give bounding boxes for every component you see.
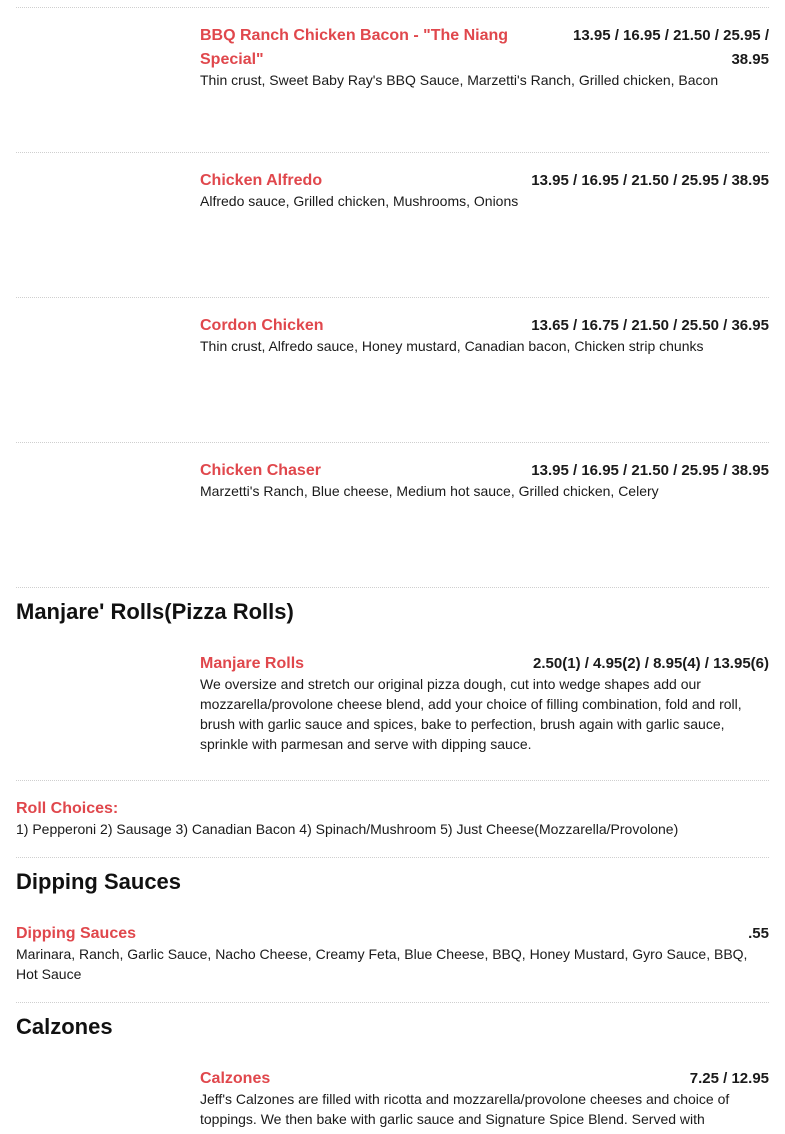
item-name[interactable]: Cordon Chicken: [200, 317, 324, 334]
menu-item-bbq-ranch-chicken-bacon[interactable]: [200, 24, 769, 90]
item-divider: [16, 297, 769, 298]
item-price-line-1: 13.95 / 16.95 / 21.50 / 25.95 /: [573, 27, 769, 44]
item-image-placeholder: [16, 1065, 176, 1134]
item-header: [200, 652, 769, 676]
item-name[interactable]: Roll Choices:: [16, 800, 119, 817]
item-description: Thin crust, Alfredo sauce, Honey mustard, Canadian bacon, Chicken strip chunks: [200, 338, 704, 354]
item-header: [200, 459, 769, 483]
item-price: 13.95 / 16.95 / 21.50 / 25.95 / 38.95: [531, 462, 769, 479]
item-header: [200, 314, 769, 338]
menu-item-dipping-sauces[interactable]: [16, 922, 769, 984]
item-description: Marinara, Ranch, Garlic Sauce, Nacho Cheese, Creamy Feta, Blue Cheese, BBQ, Honey Mustard, Gyro Sauce, BBQ, Hot Sauce: [16, 946, 748, 982]
item-price: 7.25 / 12.95: [689, 1070, 769, 1087]
section-title-dipping-sauces: Dipping Sauces: [16, 869, 182, 894]
item-image-placeholder: [16, 22, 176, 132]
item-divider: [16, 152, 769, 153]
item-name[interactable]: Manjare Rolls: [200, 655, 305, 672]
section-divider: [16, 857, 769, 858]
menu-item-roll-choices[interactable]: [16, 797, 769, 839]
item-name[interactable]: Calzones: [200, 1070, 271, 1087]
item-description: 1) Pepperoni 2) Sausage 3) Canadian Bacon 4) Spinach/Mushroom 5) Just Cheese(Mozzarella/Provolone): [16, 821, 679, 837]
item-description: Thin crust, Sweet Baby Ray's BBQ Sauce, Marzetti's Ranch, Grilled chicken, Bacon: [200, 72, 719, 88]
item-name[interactable]: BBQ Ranch Chicken Bacon - "The Niang Special": [200, 27, 509, 68]
item-header: [16, 797, 769, 821]
item-price: .55: [748, 925, 769, 942]
section-divider: [16, 587, 769, 588]
item-header: [200, 169, 769, 193]
item-description: Marzetti's Ranch, Blue cheese, Medium hot sauce, Grilled chicken, Celery: [200, 483, 659, 499]
item-header: [200, 1067, 769, 1091]
item-price: 13.65 / 16.75 / 21.50 / 25.50 / 36.95: [531, 317, 769, 334]
item-image-placeholder: [16, 312, 176, 422]
item-divider: [16, 780, 769, 781]
menu-item-manjare-rolls[interactable]: [200, 652, 769, 754]
item-header: [16, 922, 769, 946]
item-name[interactable]: Dipping Sauces: [16, 925, 137, 942]
menu-item-chicken-chaser[interactable]: [200, 459, 769, 501]
section-title-rolls: Manjare' Rolls(Pizza Rolls): [16, 599, 294, 624]
section-title-calzones: Calzones: [16, 1014, 113, 1039]
menu-item-chicken-alfredo[interactable]: [200, 169, 769, 211]
item-description: Jeff's Calzones are filled with ricotta and mozzarella/provolone cheeses and choice of toppings. We then bake with garlic sauce and Signature Spice Blend. Served with: [200, 1091, 730, 1127]
menu-item-calzones[interactable]: [200, 1067, 769, 1129]
menu-item-cordon-chicken[interactable]: [200, 314, 769, 356]
item-image-placeholder: [16, 650, 176, 760]
item-image-placeholder: [16, 457, 176, 567]
item-description: Alfredo sauce, Grilled chicken, Mushrooms, Onions: [200, 193, 519, 209]
item-name[interactable]: Chicken Chaser: [200, 462, 321, 479]
item-header: [200, 24, 769, 72]
item-divider: [16, 7, 769, 8]
item-description: We oversize and stretch our original pizza dough, cut into wedge shapes add our mozzarella/provolone cheese blend, add your choice of filling combination, fold and roll, brush with garlic sauce and spices, bake to perfection, brush again with garlic sauce, sprinkle with parmesan and serve with dipping sauce.: [200, 676, 742, 752]
item-divider: [16, 442, 769, 443]
item-name[interactable]: Chicken Alfredo: [200, 172, 323, 189]
item-price: 13.95 / 16.95 / 21.50 / 25.95 / 38.95: [531, 172, 769, 189]
item-price-line-2: 38.95: [731, 51, 769, 68]
item-image-placeholder: [16, 167, 176, 277]
item-price: 2.50(1) / 4.95(2) / 8.95(4) / 13.95(6): [533, 655, 769, 672]
section-divider: [16, 1002, 769, 1003]
item-price: [573, 24, 769, 72]
